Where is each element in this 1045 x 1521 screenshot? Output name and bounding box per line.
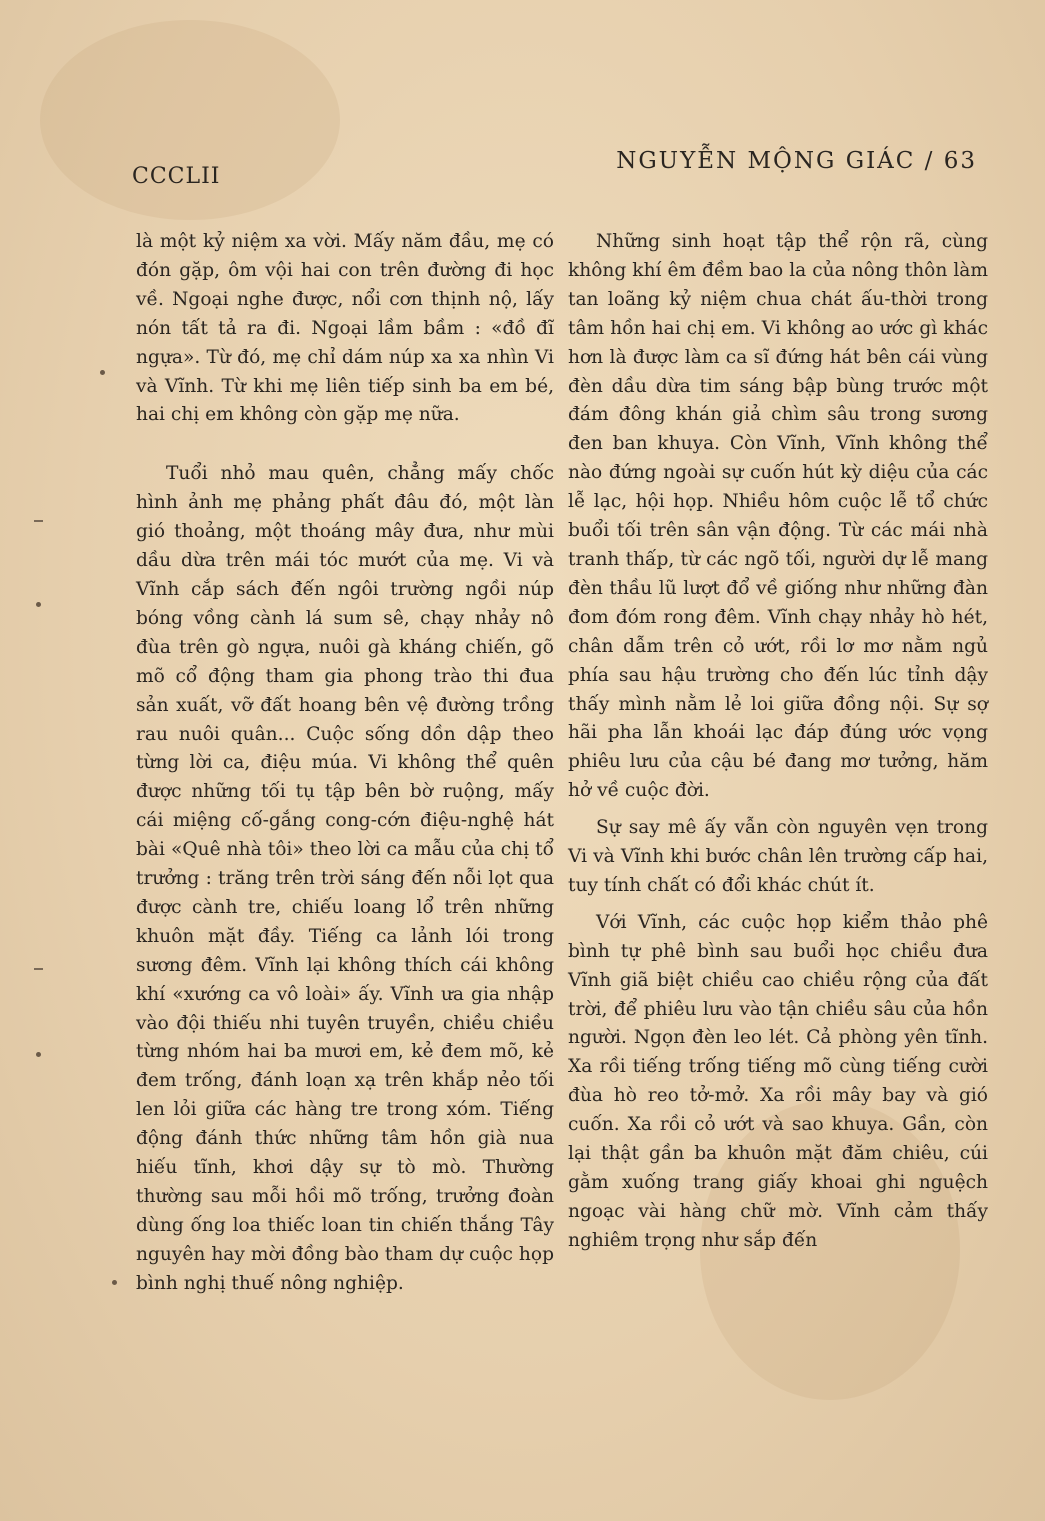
margin-mark [34, 968, 43, 970]
right-column [568, 228, 988, 1256]
margin-mark [36, 1052, 41, 1057]
paragraph: Sự say mê ấy vẫn còn nguyên vẹn trong Vi và Vĩnh khi bước chân lên trường cấp hai, tuy tính chất có đổi khác chút ít. [568, 817, 988, 896]
page-header-right: NGUYỄN MỘNG GIÁC / 63 [616, 148, 977, 174]
margin-mark [36, 602, 41, 607]
margin-mark [100, 370, 105, 375]
paper-stain [40, 20, 340, 220]
margin-mark [112, 1280, 117, 1285]
paragraph: Tuổi nhỏ mau quên, chẳng mấy chốc hình ảnh mẹ phảng phất đâu đó, một làn gió thoảng, một thoáng mây đưa, như mùi dầu dừa trên mái tóc mướt của mẹ. Vi và Vĩnh cắp sách đến ngôi trường ngồi núp bóng vồng cành lá sum sê, chạy nhảy nô đùa trên gò ngựa, nuôi gà kháng chiến, gõ mõ cổ động tham gia phong trào thi đua sản xuất, vỡ đất hoang bên vệ đường trồng rau nuôi quân... Cuộc sống dồn dập theo từng lời ca, điệu múa. Vi không thể quên được những tối tụ tập bên bờ ruộng, mấy cái miệng cố-gắng cong-cớn điệu-nghệ hát bài «Quê nhà tôi» theo lời ca mẫu của chị tổ trưởng : trăng trên trời sáng đến nỗi lọt qua được cành tre, chiếu loang lổ trên những khuôn mặt đầy. Tiếng ca lảnh lói trong sương đêm. Vĩnh lại không thích cái không khí «xướng ca vô loài» ấy. Vĩnh ưa gia nhập vào đội thiếu nhi tuyên truyền, chiều chiều từng nhóm hai ba mươi em, kẻ đem mõ, kẻ đem trống, đánh loạn xạ trên khắp nẻo tối len lỏi giữa các hàng tre trong xóm. Tiếng động đánh thức những tâm hồn già nua hiếu tĩnh, khơi dậy sự tò mò. Thường thường sau mỗi hồi mõ trống, trưởng đoàn dùng ống loa thiếc loan tin chiến thắng Tây nguyên hay mời đồng bào tham dự cuộc họp bình nghị thuế nông nghiệp. [136, 463, 554, 1294]
page-header-left: CCCLII [132, 164, 221, 189]
margin-mark [34, 520, 43, 522]
paragraph: Những sinh hoạt tập thể rộn rã, cùng không khí êm đềm bao la của nông thôn làm tan loãng kỷ niệm chua chát ấu-thời trong tâm hồn hai chị em. Vi không ao ước gì khác hơn là được làm ca sĩ đứng hát bên cái vùng đèn dầu dừa tim sáng bập bùng trước một đám đông khán giả chìm sâu trong sương đen ban khuya. Còn Vĩnh, Vĩnh không thể nào đứng ngoài sự cuốn hút kỳ diệu của các lễ lạc, hội họp. Nhiều hôm cuộc lễ tổ chức buổi tối trên sân vận động. Từ các mái nhà tranh thấp, từ các ngõ tối, người dự lễ mang đèn thầu lũ lượt đổ về giống như những đàn đom đóm rong đêm. Vĩnh chạy nhảy hò hét, chân dẫm trên cỏ ướt, rồi lơ mơ nằm ngủ phía sau hậu trường cho đến lúc tỉnh dậy thấy mình nằm lẻ loi giữa đồng nội. Sự sợ hãi pha lẫn khoái lạc đáp đúng ước vọng phiêu lưu của cậu bé đang mơ tưởng, hăm hở về cuộc đời. [568, 231, 988, 802]
paragraph: Với Vĩnh, các cuộc họp kiểm thảo phê bình tự phê bình sau buổi học chiều đưa Vĩnh giã biệt chiều cao chiều rộng của đất trời, để phiêu lưu vào tận chiều sâu của hồn người. Ngọn đèn leo lét. Cả phòng yên tĩnh. Xa rồi tiếng trống tiếng mõ cùng tiếng cười đùa hò reo tở-mở. Xa rồi mây bay và gió cuốn. Xa rồi cỏ ướt và sao khuya. Gần, còn lại thật gần ba khuôn mặt đăm chiêu, cúi gằm xuống trang giấy khoai ghi nguệch ngoạc vài hàng chữ mờ. Vĩnh cảm thấy nghiêm trọng như sắp đến [568, 911, 988, 1251]
paragraph: là một kỷ niệm xa vời. Mấy năm đầu, mẹ có đón gặp, ôm vội hai con trên đường đi học về. Ngoại nghe được, nổi cơn thịnh nộ, lấy nón tất tả ra đi. Ngoại lầm bầm : «đồ đĩ ngựa». Từ đó, mẹ chỉ dám núp xa xa nhìn Vi và Vĩnh. Từ khi mẹ liên tiếp sinh ba em bé, hai chị em không còn gặp mẹ nữa. [136, 231, 554, 426]
left-column [136, 228, 554, 1299]
